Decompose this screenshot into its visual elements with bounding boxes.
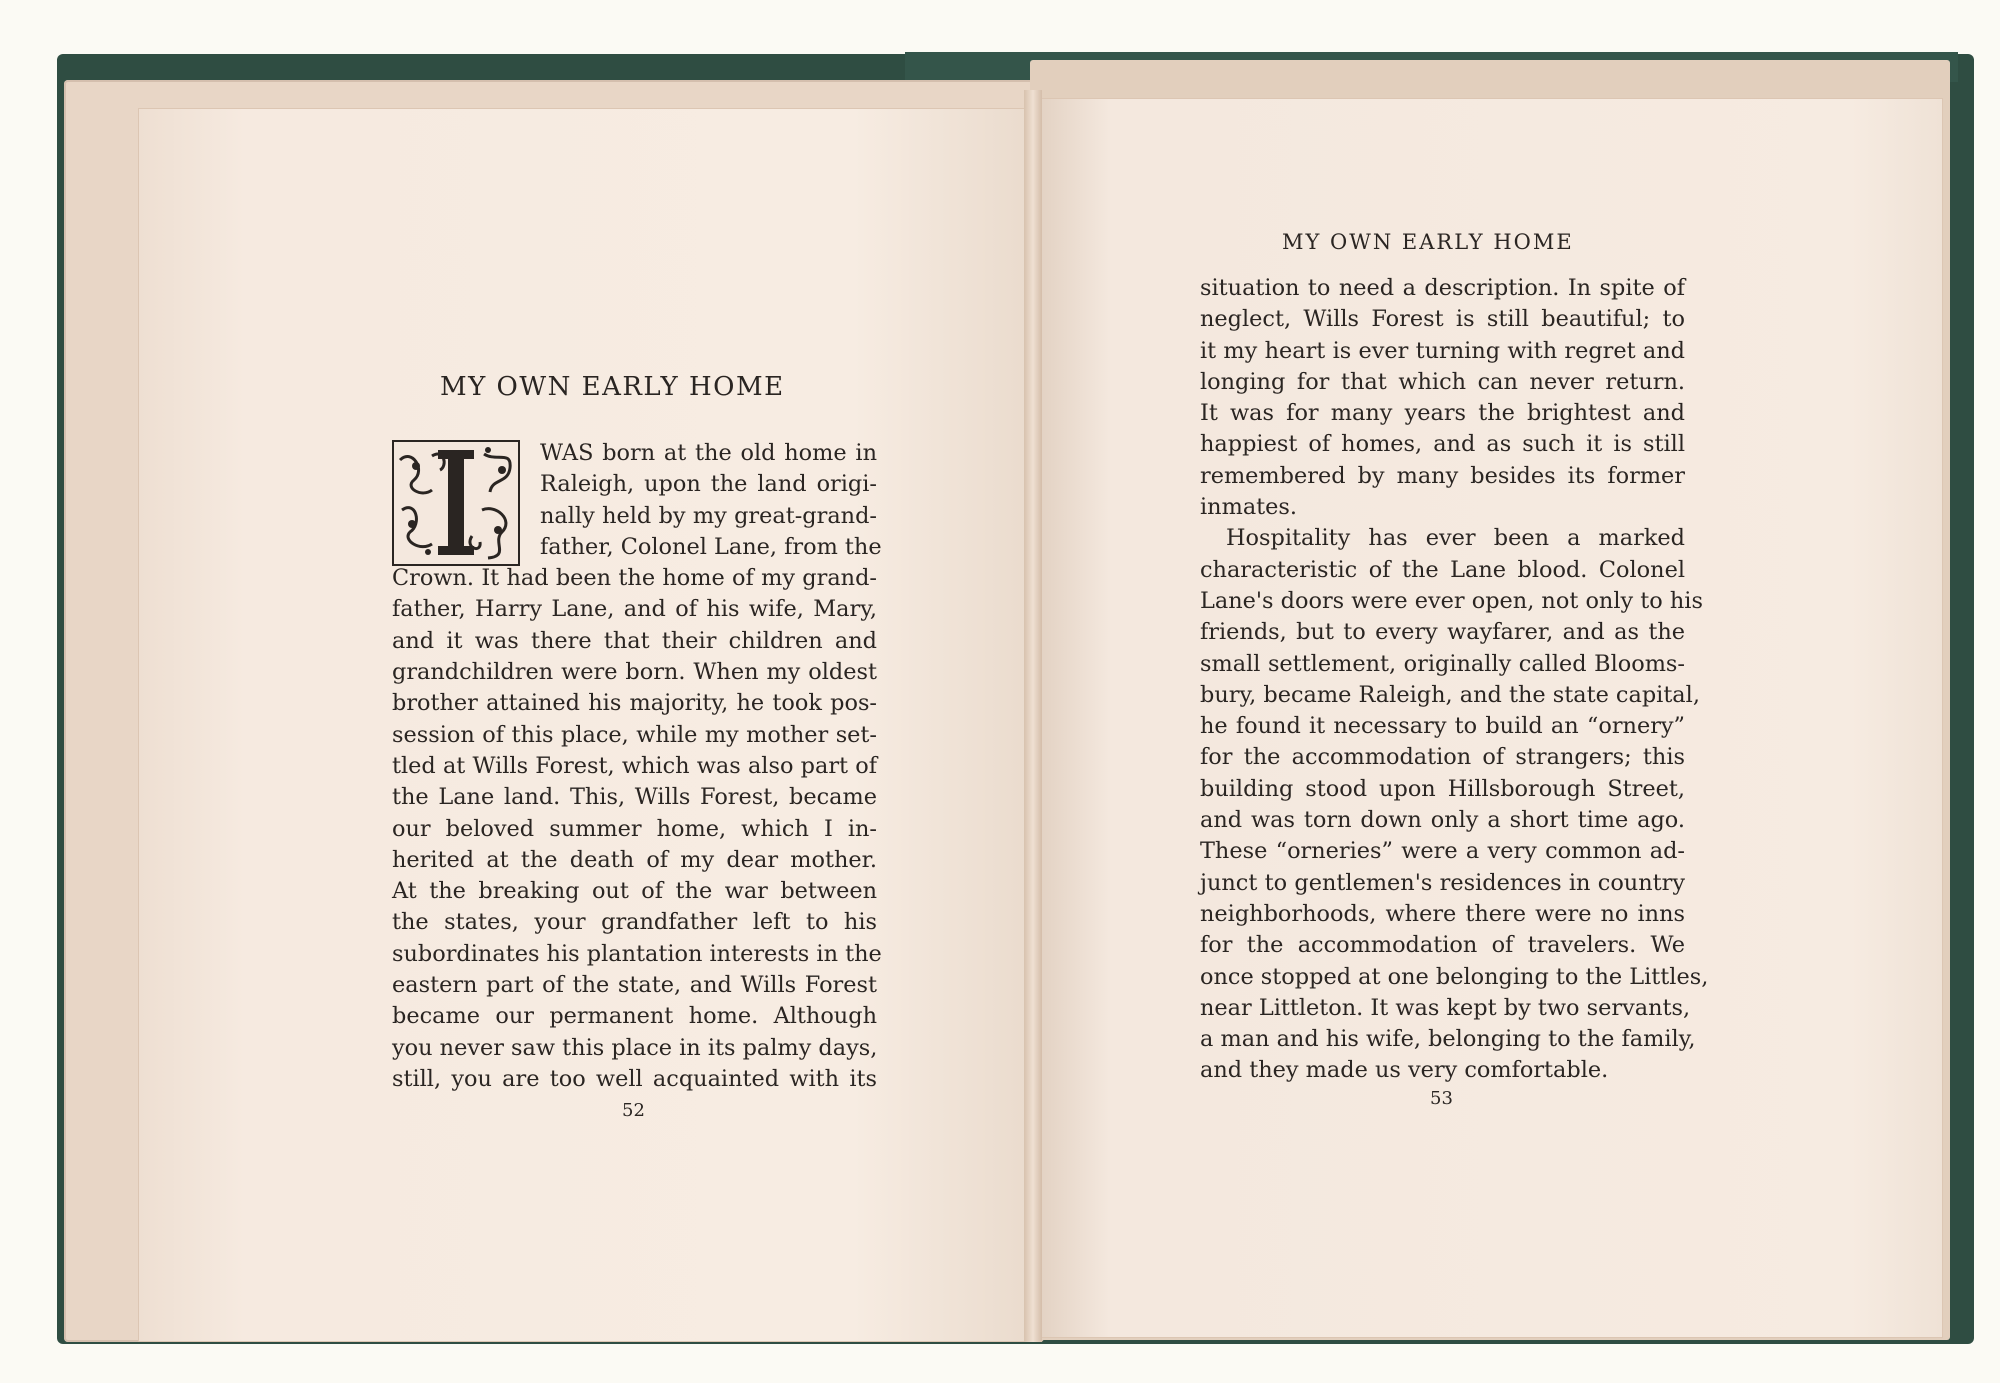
text-line: became our permanent home. Although	[392, 1003, 877, 1030]
text-line: friends, but to every wayfarer, and as the	[1200, 619, 1685, 646]
text-line: small settlement, originally called Blooms-	[1200, 650, 1685, 677]
text-line: nally held by my great-grand-	[540, 502, 877, 529]
text-line: WAS born at the old home in	[540, 440, 877, 466]
text-line: father, Colonel Lane, from the	[540, 533, 882, 560]
text-line: herited at the death of my dear mother.	[392, 846, 877, 873]
page-number: 53	[1430, 1088, 1453, 1109]
text-line: longing for that which can never return.	[1200, 368, 1685, 395]
text-line: for the accommodation of travelers. We	[1200, 932, 1685, 959]
text-line: subordinates his plantation interests in the	[392, 940, 882, 967]
text-line: still, you are too well acquainted with its	[392, 1065, 877, 1092]
running-head: MY OWN EARLY HOME	[1282, 230, 1574, 254]
text-line: building stood upon Hillsborough Street,	[1200, 775, 1685, 802]
text-line: and they made us very comfortable.	[1200, 1057, 1609, 1084]
text-line: and was torn down only a short time ago.	[1200, 807, 1685, 834]
text-line: remembered by many besides its former	[1200, 462, 1685, 489]
text-line: our beloved summer home, which I in-	[392, 815, 877, 842]
chapter-title: MY OWN EARLY HOME	[440, 372, 785, 402]
text-line: happiest of homes, and as such it is still	[1200, 431, 1685, 458]
text-line: tled at Wills Forest, which was also part of	[392, 752, 877, 779]
text-line: These “orneries” were a very common ad-	[1200, 838, 1685, 865]
text-line: neighborhoods, where there were no inns	[1200, 900, 1685, 927]
text-line: once stopped at one belonging to the Littles,	[1200, 963, 1709, 990]
right-page-body	[1200, 273, 1709, 1087]
text-line: brother attained his majority, he took pos-	[392, 690, 877, 717]
text-line: the states, your grandfather left to his	[392, 909, 877, 936]
text-line: At the breaking out of the war between	[392, 878, 877, 905]
text-line: bury, became Raleigh, and the state capital,	[1200, 681, 1700, 708]
text-line: situation to need a description. In spite of	[1200, 275, 1685, 301]
text-line: eastern part of the state, and Wills Forest	[392, 972, 877, 999]
text-line: and it was there that their children and	[392, 627, 877, 654]
text-line: characteristic of the Lane blood. Colonel	[1200, 556, 1685, 583]
text-line: for the accommodation of strangers; this	[1200, 744, 1685, 771]
text-line: he found it necessary to build an “ornery”	[1200, 713, 1685, 740]
text-line: junct to gentlemen's residences in country	[1200, 869, 1685, 896]
text-line: Raleigh, upon the land origi-	[540, 471, 877, 498]
page-number: 52	[622, 1100, 645, 1121]
text-line: Lane's doors were ever open, not only to his	[1200, 587, 1703, 614]
text-line: Hospitality has ever been a marked	[1226, 525, 1685, 552]
text-line: father, Harry Lane, and of his wife, Mary,	[392, 596, 877, 623]
text-line: the Lane land. This, Wills Forest, became	[392, 784, 877, 811]
text-line: you never saw this place in its palmy days,	[392, 1034, 878, 1061]
text-line: It was for many years the brightest and	[1200, 400, 1685, 427]
text-line: inmates.	[1200, 494, 1298, 521]
text-line: grandchildren were born. When my oldest	[392, 659, 877, 686]
text-line: neglect, Wills Forest is still beautiful; to	[1200, 306, 1685, 333]
text-line: it my heart is ever turning with regret and	[1200, 337, 1685, 364]
left-page-body	[392, 438, 882, 1095]
text-line: near Littleton. It was kept by two servants,	[1200, 994, 1691, 1021]
book-gutter	[1024, 90, 1042, 1342]
text-line: Crown. It had been the home of my grand-	[392, 565, 877, 592]
text-line: a man and his wife, belonging to the family,	[1200, 1026, 1696, 1053]
text-line: session of this place, while my mother set-	[392, 721, 877, 748]
